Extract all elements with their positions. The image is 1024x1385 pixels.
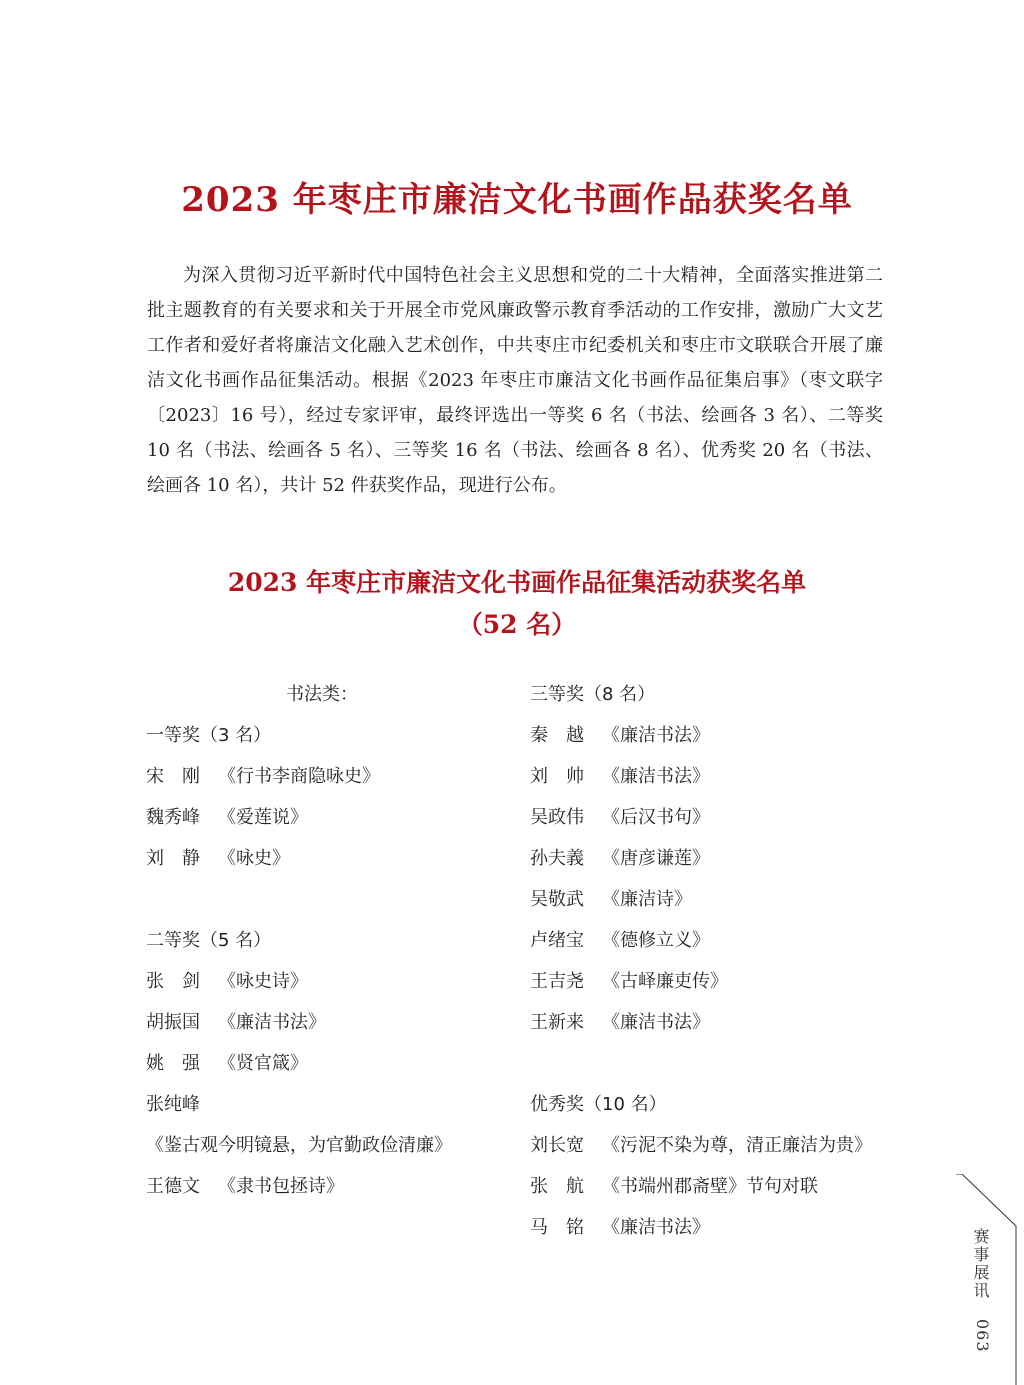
section-label: 赛事展讯 <box>971 1228 990 1300</box>
winner-name: 吴敬武 <box>530 889 584 910</box>
section-side-tab <box>956 1174 1024 1385</box>
work-title: 《咏史》 <box>218 848 290 869</box>
work-title: 《贤官箴》 <box>218 1053 308 1074</box>
winner-name: 王新来 <box>530 1012 584 1033</box>
merit-prize-heading: 优秀奖（10 名） <box>530 1094 667 1115</box>
work-title: 《后汉书句》 <box>602 807 710 828</box>
intro-paragraph: 为深入贯彻习近平新时代中国特色社会主义思想和党的二十大精神，全面落实推进第二批主题教育的有关要求和关于开展全市党风廉政警示教育季活动的工作安排，激励广大文艺工作者和爱好者将廉洁文化融入艺术创作，中共枣庄市纪委机关和枣庄市文联联合开展了廉洁文化书画作品征集活动。根据《2023 年枣庄市廉洁文化书画作品征集启事》（枣文联字〔2023〕16 号），经过专家评审，最终评选出一等奖 6 名（书法、绘画各 3 名）、二等奖 10 名（书法、绘画各 5 名）、三等奖 16 名（书法、绘画各 8 名）、优秀奖 20 名（书法、绘画各 10 名），共计 52 件获奖作品，现进行公布。 <box>147 265 883 496</box>
winner-name: 王德文 <box>146 1176 200 1197</box>
page-title: 2023 年枣庄市廉洁文化书画作品获奖名单 <box>181 180 853 220</box>
winner-name: 马 铭 <box>530 1217 584 1238</box>
winner-name: 宋 刚 <box>146 766 200 787</box>
list-item <box>530 1207 910 1248</box>
work-title: 《廉洁书法》 <box>602 1217 710 1238</box>
list-item <box>530 756 910 797</box>
winner-name: 魏秀峰 <box>146 807 200 828</box>
winner-name: 孙夫義 <box>530 848 584 869</box>
list-item <box>530 961 910 1002</box>
winner-name: 胡振国 <box>146 1012 200 1033</box>
work-title: 《咏史诗》 <box>218 971 308 992</box>
list-item <box>530 797 910 838</box>
list-item <box>146 797 516 838</box>
list-item <box>530 1002 910 1043</box>
work-title: 《爱莲说》 <box>218 807 308 828</box>
winner-name: 秦 越 <box>530 725 584 746</box>
work-title: 《廉洁书法》 <box>218 1012 326 1033</box>
winner-name: 刘 静 <box>146 848 200 869</box>
winner-name: 王吉尧 <box>530 971 584 992</box>
work-title: 《鉴古观今明镜悬，为官勤政俭清廉》 <box>146 1135 452 1156</box>
list-item <box>530 1166 910 1207</box>
winner-name: 张纯峰 <box>146 1094 200 1115</box>
left-column <box>146 674 516 1207</box>
category-heading: 书法类： <box>286 684 358 705</box>
spacer <box>530 1043 910 1084</box>
work-title: 《行书李商隐咏史》 <box>218 766 380 787</box>
work-title: 《廉洁书法》 <box>602 1012 710 1033</box>
spacer <box>146 879 516 920</box>
list-item <box>146 1166 516 1207</box>
winner-name: 吴政伟 <box>530 807 584 828</box>
list-item <box>146 1084 516 1166</box>
work-title: 《古峄廉吏传》 <box>602 971 728 992</box>
third-prize-heading: 三等奖（8 名） <box>530 684 656 705</box>
list-item <box>530 838 910 879</box>
work-title: 《污泥不染为尊，清正廉洁为贵》 <box>602 1135 872 1156</box>
list-item <box>146 838 516 879</box>
list-item <box>146 1043 516 1084</box>
winner-name: 姚 强 <box>146 1053 200 1074</box>
work-title: 《德修立义》 <box>602 930 710 951</box>
work-title: 《唐彦谦莲》 <box>602 848 710 869</box>
list-title: 2023 年枣庄市廉洁文化书画作品征集活动获奖名单 <box>227 568 807 597</box>
list-item <box>530 1125 910 1166</box>
work-title: 《廉洁诗》 <box>602 889 692 910</box>
list-item <box>530 879 910 920</box>
second-prize-heading: 二等奖（5 名） <box>146 930 272 951</box>
list-item <box>146 961 516 1002</box>
first-prize-heading: 一等奖（3 名） <box>146 725 272 746</box>
list-item <box>146 1002 516 1043</box>
work-title: 《书端州郡斋壁》节句对联 <box>602 1176 818 1197</box>
list-title-block <box>0 562 1024 646</box>
winner-name: 卢绪宝 <box>530 930 584 951</box>
work-title: 《廉洁书法》 <box>602 766 710 787</box>
winner-name: 刘长宽 <box>530 1135 584 1156</box>
list-item <box>146 756 516 797</box>
page-number: 063 <box>973 1319 992 1353</box>
list-item <box>530 715 910 756</box>
right-column <box>530 674 910 1248</box>
list-count: （52 名） <box>457 610 577 639</box>
work-title: 《隶书包拯诗》 <box>218 1176 344 1197</box>
work-title: 《廉洁书法》 <box>602 725 710 746</box>
winner-name: 张 剑 <box>146 971 200 992</box>
list-item <box>530 920 910 961</box>
winner-name: 刘 帅 <box>530 766 584 787</box>
winner-name: 张 航 <box>530 1176 584 1197</box>
